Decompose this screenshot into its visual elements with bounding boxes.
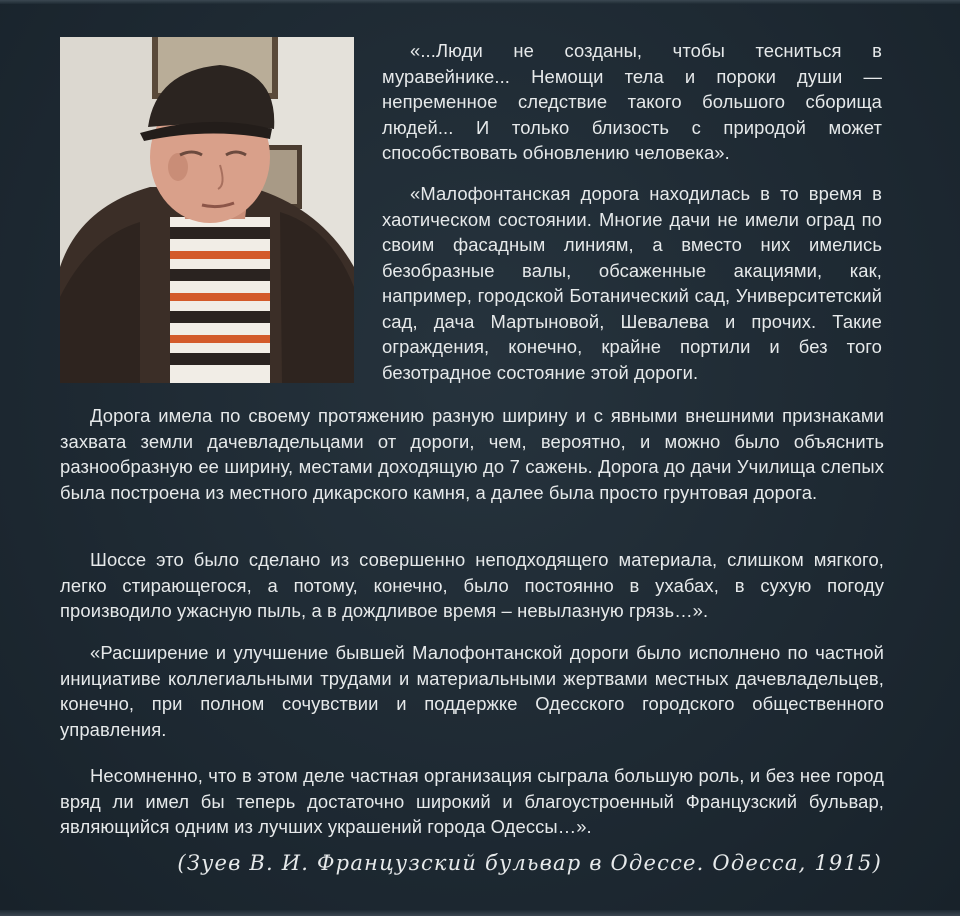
page-top-edge (0, 0, 960, 4)
quote-paragraph-3: Дорога имела по своему протяжению разную ширину и с явными внешними признаками захвата земли дачевладельцами от дороги, чем, вероятно, и можно было объяснить разнообразную ее ширину, местами доходящую до 7 сажень. Дорога до дачи Училища слепых была построена из местного дикарского камня, а далее была просто грунтовая дорога. (60, 405, 884, 503)
page-bottom-edge (0, 910, 960, 916)
quote-paragraph-2: «Малофонтанская дорога находилась в то время в хаотическом состоянии. Многие дачи не имели оград по своим фасадным линиям, а вместо них имелись безобразные валы, обсаженные акациями, как, например, городской Ботанический сад, Университетский сад, дача Мартыновой, Шевалева и прочих. Такие ограждения, конечно, крайне портили и без того безотрадное состояние этой дороги. (382, 183, 882, 383)
quote-paragraph-6: Несомненно, что в этом деле частная организация сыграла большую роль, и без нее город вряд ли имел бы теперь достаточно широкий и благоустроенный Французский бульвар, являющийся одним из лучших украшений города Одессы…». (60, 765, 884, 837)
quote-paragraph-4: Шоссе это было сделано из совершенно неподходящего материала, слишком мягкого, легко стирающегося, а потому, конечно, было постоянно в ухабах, в сухую погоду производило ужасную пыль, а в дождливое время – невылазную грязь…». (60, 549, 884, 621)
quote-paragraph-1: «...Люди не созданы, чтобы тесниться в муравейнике... Немощи тела и пороки души — непременное следствие такого большого сборища людей... И только близость с природой может способствовать обновлению человека». (382, 40, 882, 163)
source-citation: (Зуев В. И. Французский бульвар в Одессе. Одесса, 1915) (177, 851, 882, 875)
portrait-photo (60, 37, 354, 383)
quote-paragraph-5: «Расширение и улучшение бывшей Малофонтанской дороги было исполнено по частной инициативе коллегиальными трудами и материальными жертвами местных дачевладельцев, конечно, при полном сочувствии и поддержке Одесского городского общественного управления. (60, 642, 884, 740)
portrait-image (60, 37, 354, 383)
